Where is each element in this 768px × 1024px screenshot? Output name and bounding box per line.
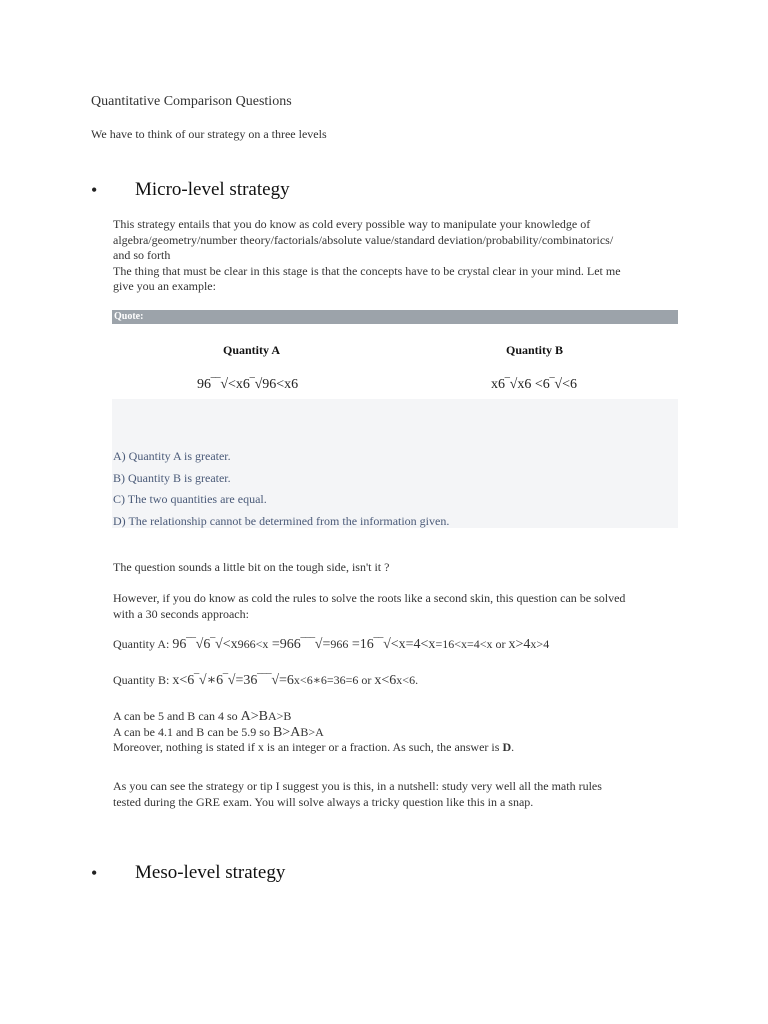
heading-meso-level: Meso-level strategy — [135, 862, 286, 883]
case-2-small: B>A — [300, 724, 324, 739]
answer-statement-text: Moreover, nothing is stated if x is an integer or a fraction. As such, the answer is — [113, 740, 503, 754]
qa-math-1: 96‾‾√6‾√<x — [172, 637, 238, 652]
case-1-text: A can be 5 and B can 4 so — [113, 709, 241, 723]
micro-line-2: algebra/geometry/number theory/factorials/absolute value/standard deviation/probability/combinatorics/ — [113, 232, 614, 247]
bullet-micro: • — [91, 180, 98, 200]
option-c: C) The two quantities are equal. — [113, 492, 267, 506]
quantity-a-solution-prefix: Quantity A: — [113, 637, 173, 651]
qa-or: or — [492, 637, 509, 651]
case-2-math: B>A — [272, 724, 301, 740]
answer-letter: D — [502, 740, 512, 754]
micro-line-3: and so forth — [113, 248, 171, 262]
quantity-a-solution — [113, 637, 549, 653]
quantity-b-label: Quantity B — [506, 343, 564, 357]
summary-line-1: As you can see the strategy or tip I suggest you is this, in a nutshell: study very well all the math rules — [113, 779, 602, 793]
quote-header: Quote: — [112, 310, 678, 324]
summary-paragraph — [113, 779, 602, 810]
quantity-a-label: Quantity A — [223, 343, 281, 357]
option-b: B) Quantity B is greater. — [113, 471, 231, 485]
case-1 — [113, 709, 514, 725]
micro-line-4: The thing that must be clear in this stage is that the concepts have to be crystal clear in your mind. Let me — [113, 263, 621, 278]
case-1-small: A>B — [267, 709, 292, 723]
quantity-a-expression: 96‾‾√<x6‾√96<x6 — [197, 377, 299, 392]
qb-small-2: x<6. — [396, 673, 419, 687]
document-intro: We have to think of our strategy on a three levels — [91, 127, 327, 141]
case-2 — [113, 725, 514, 741]
answer-statement-end: . — [511, 740, 515, 754]
qa-small-3: =16<x=4<x — [435, 637, 493, 651]
document-title: Quantitative Comparison Questions — [91, 94, 292, 109]
explanation-approach-line-1: However, if you do know as cold the rules to solve the roots like a second skin, this question can be solved — [113, 591, 626, 605]
case-examples — [113, 709, 514, 756]
option-d: D) The relationship cannot be determined from the information given. — [113, 514, 450, 528]
qa-math-2: =966‾‾‾√= — [268, 637, 331, 652]
option-a: A) Quantity A is greater. — [113, 449, 231, 463]
micro-line-1: This strategy entails that you do know as cold every possible way to manipulate your knowledge of — [113, 217, 591, 231]
micro-paragraph — [113, 217, 621, 295]
quantity-b-solution — [113, 673, 418, 689]
qa-math-3: =16‾‾√<x=4<x — [348, 637, 436, 652]
qa-math-4: x>4 — [508, 637, 531, 652]
qb-math-2: x<6 — [374, 673, 397, 688]
heading-micro-level: Micro-level strategy — [135, 179, 290, 200]
micro-line-5: give you an example: — [113, 279, 216, 293]
explanation-approach-line-2: with a 30 seconds approach: — [113, 606, 249, 621]
answer-statement — [113, 740, 514, 756]
qb-small-1: x<6∗6=36=6 — [293, 673, 359, 687]
case-2-text: A can be 4.1 and B can be 5.9 so — [113, 724, 273, 739]
explanation-intro: The question sounds a little bit on the tough side, isn't it ? — [113, 560, 390, 574]
bullet-meso: • — [91, 863, 98, 883]
qb-math-1: x<6‾√∗6‾√=36‾‾‾√=6 — [172, 673, 294, 688]
qa-small-1: 966<x — [237, 637, 269, 651]
quantity-b-solution-prefix: Quantity B: — [113, 673, 173, 687]
summary-line-2: tested during the GRE exam. You will solve always a tricky question like this in a snap. — [113, 794, 534, 809]
quantity-b-expression: x6‾√x6 <6‾√<6 — [491, 377, 577, 392]
qa-small-2: 966 — [330, 637, 349, 651]
qa-small-4: x>4 — [530, 637, 550, 651]
explanation-approach — [113, 591, 625, 622]
case-1-math: A>B — [240, 709, 268, 724]
qb-or: or — [358, 673, 375, 687]
